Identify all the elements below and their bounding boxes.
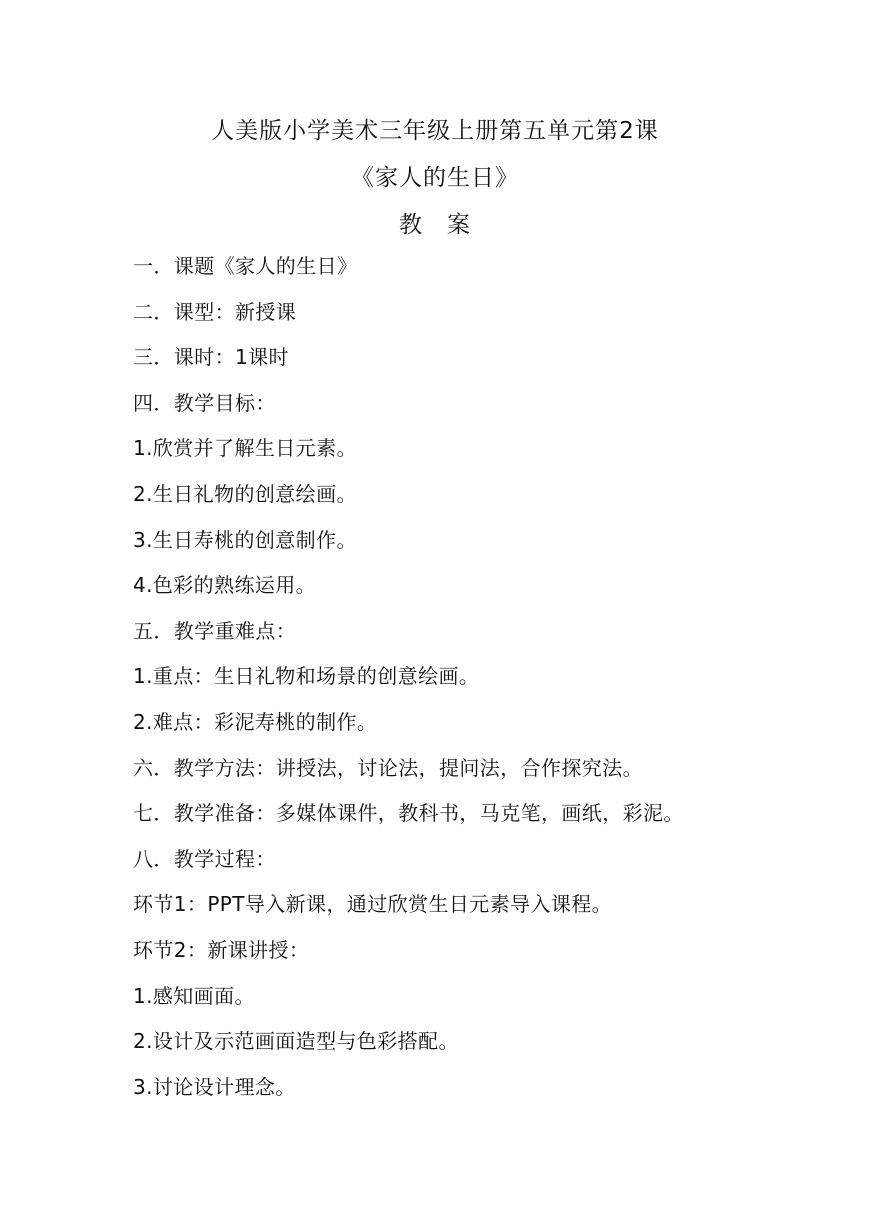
section-topic: 一．课题《家人的生日》 <box>133 254 358 278</box>
objective-item: 3.生日寿桃的创意制作。 <box>133 527 357 552</box>
key-point-item: 1.重点：生日礼物和场景的创意绘画。 <box>133 664 480 689</box>
section-lesson-type: 二．课型：新授课 <box>133 299 297 324</box>
section-key-points-heading: 五．教学重难点： <box>133 618 297 643</box>
objective-item: 1.欣赏并了解生日元素。 <box>133 436 357 461</box>
difficult-point-item: 2.难点：彩泥寿桃的制作。 <box>133 709 378 734</box>
title-block <box>0 108 870 249</box>
section-teaching-methods: 六．教学方法：讲授法，讨论法，提问法，合作探究法。 <box>133 755 643 780</box>
objective-item: 2.生日礼物的创意绘画。 <box>133 481 357 506</box>
process-step-1: 环节1：PPT导入新课，通过欣赏生日元素导入课程。 <box>133 892 613 917</box>
section-teaching-preparation: 七．教学准备：多媒体课件，教科书，马克笔，画纸，彩泥。 <box>133 801 684 826</box>
section-teaching-process-heading: 八．教学过程： <box>133 846 276 871</box>
document-title: 人美版小学美术三年级上册第五单元第2课 <box>211 118 659 144</box>
section-class-hours: 三．课时：1课时 <box>133 345 289 370</box>
process-substep: 2.设计及示范画面造型与色彩搭配。 <box>133 1029 459 1054</box>
objective-item: 4.色彩的熟练运用。 <box>133 573 317 598</box>
section-objectives-heading: 四．教学目标： <box>133 390 276 415</box>
document-body <box>133 244 853 1110</box>
lesson-title: 《家人的生日》 <box>351 165 519 191</box>
document-type-heading: 教 案 <box>399 212 471 238</box>
process-step-2: 环节2：新课讲授： <box>133 937 310 962</box>
process-substep: 3.讨论设计理念。 <box>133 1074 296 1099</box>
process-substep: 1.感知画面。 <box>133 983 255 1008</box>
